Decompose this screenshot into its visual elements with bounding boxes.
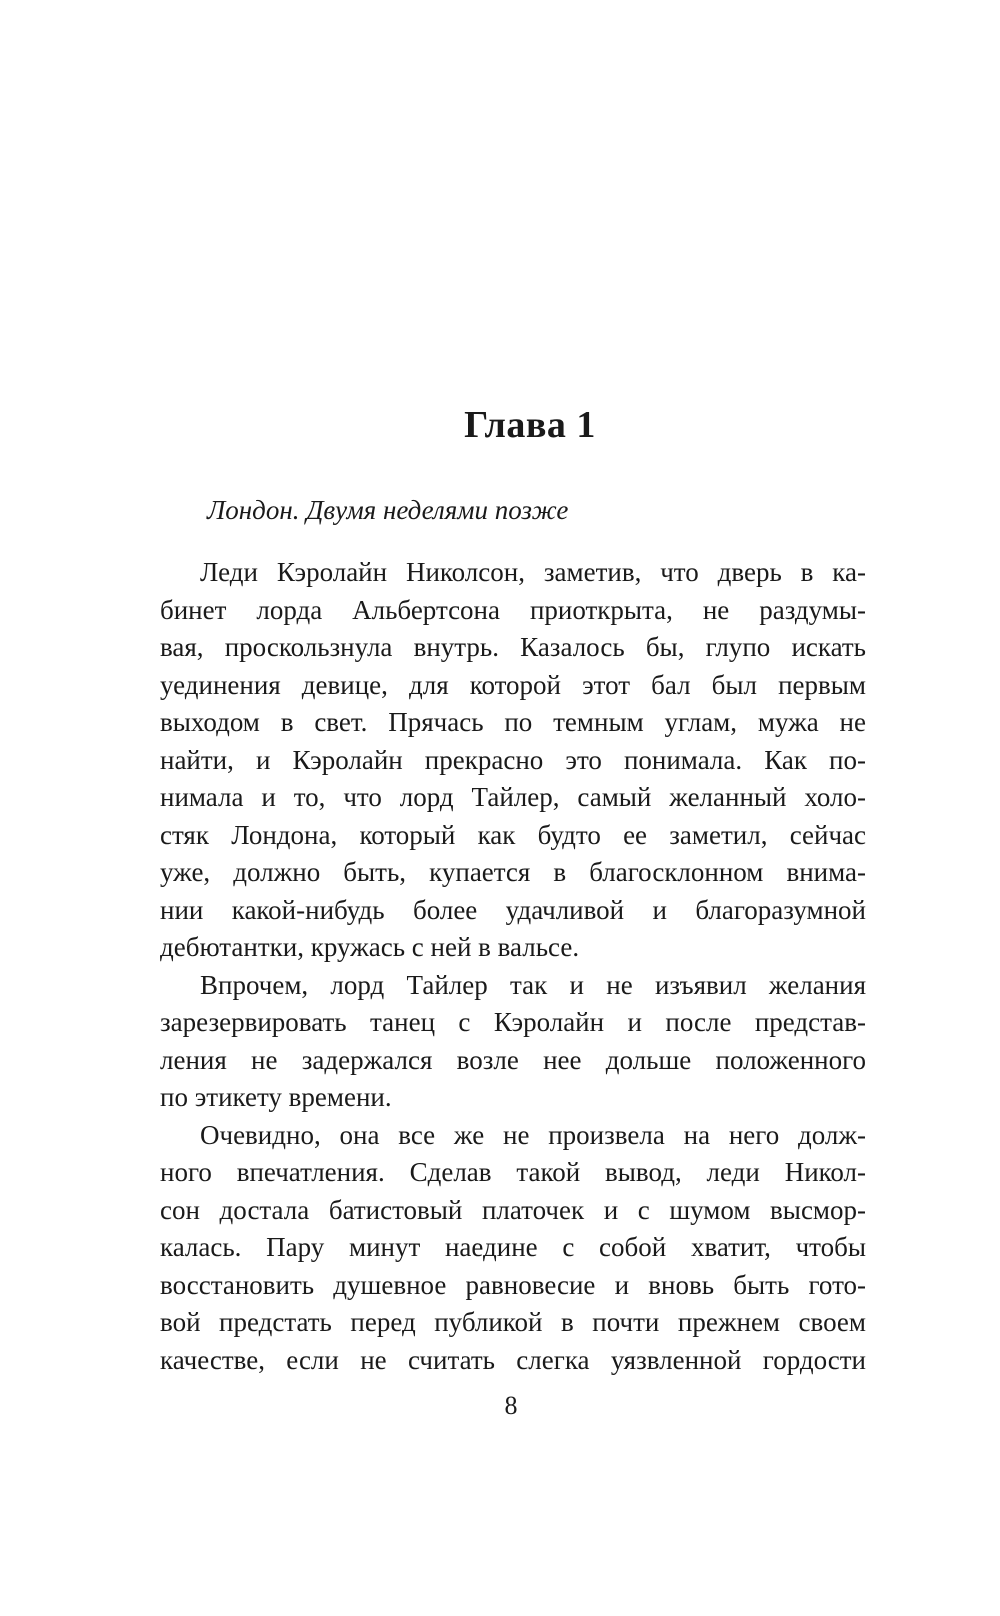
body-text (160, 554, 866, 1379)
text-line: зарезервировать танец с Кэролайн и после представ- (160, 1007, 866, 1037)
text-line: бинет лорда Альбертсона приоткрыта, не раздумы- (160, 594, 866, 625)
text-line: Впрочем, лорд Тайлер так и не изъявил желания (200, 969, 866, 1000)
text-line: калась. Пару минут наедине с собой хватит, чтобы (160, 1232, 866, 1262)
chapter-subtitle: Лондон. Двумя неделями позже (207, 495, 569, 525)
text-line: качестве, если не считать слегка уязвленной гордости (160, 1344, 866, 1375)
text-line: ления не задержался возле нее дольше положенного (160, 1044, 866, 1075)
text-line: ного впечатления. Сделав такой вывод, леди Никол- (160, 1157, 866, 1187)
text-line: дебютантки, кружась с ней в вальсе. (160, 932, 580, 962)
text-line: вая, проскользнула внутрь. Казалось бы, глупо искать (160, 632, 866, 662)
page-number: 8 (504, 1391, 518, 1420)
text-line: найти, и Кэролайн прекрасно это понимала. Как по- (160, 744, 866, 775)
text-line: Леди Кэролайн Николсон, заметив, что дверь в ка- (200, 557, 866, 587)
text-line: выходом в свет. Прячась по темным углам, мужа не (160, 707, 866, 737)
text-line: восстановить душевное равновесие и вновь быть гото- (160, 1269, 866, 1300)
text-line: стяк Лондона, который как будто ее заметил, сейчас (160, 819, 866, 850)
text-line: сон достала батистовый платочек и с шумом высмор- (160, 1194, 866, 1225)
chapter-title: Глава 1 (464, 404, 596, 446)
text-line: Очевидно, она все же не произвела на него долж- (200, 1119, 866, 1150)
text-line: вой предстать перед публикой в почти прежнем своем (160, 1307, 866, 1337)
text-line: уединения девице, для которой этот бал был первым (160, 669, 866, 700)
text-line: уже, должно быть, купается в благосклонном внима- (160, 857, 866, 887)
text-line: нимала и то, что лорд Тайлер, самый желанный холо- (160, 782, 866, 812)
text-line: по этикету времени. (160, 1082, 392, 1112)
text-line: нии какой-нибудь более удачливой и благоразумной (160, 894, 866, 925)
